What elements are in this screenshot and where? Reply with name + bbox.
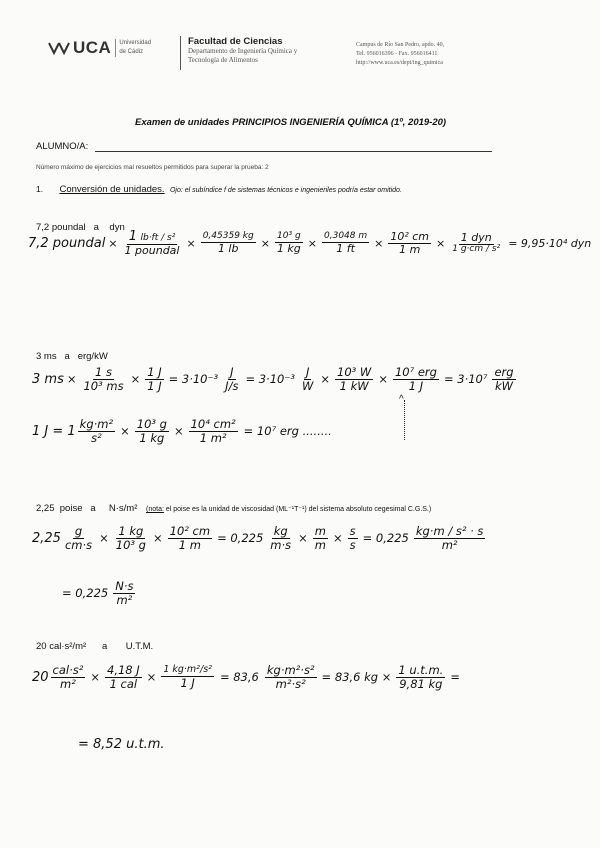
p2-aux-result: = 10⁷ erg ........ (243, 424, 332, 439)
logo-sub-1: Universidad (119, 40, 152, 46)
p1-factor-3: $\frac{\text{10³ g}}{1 kg}$ (276, 231, 301, 256)
p2-factor-2: $\frac{1 J}{1 J}$ (147, 365, 162, 393)
section-number: 1. (36, 184, 44, 194)
uca-logo-icon (48, 41, 70, 55)
problem-3-work: 2,25 $\frac{g}{cm\cdot s}$ × $\frac{1 kg}{\text{10³ g}}$ × $\frac{\text{10² cm}}{1 m}$ = 0,225 $\frac{kg}{m\cdot s}$ × $\frac{m}{m}$ × $\frac{s}{s}$ = 0,225 $\frac{\text{kg·m / s² · s}}{\text{m²}}$ (32, 524, 484, 552)
p2-factor-3: $\frac{J}{J/s}$ (225, 365, 239, 393)
p2-aux-factor-3: $\frac{\text{10⁴ cm²}}{\text{1 m²}}$ (190, 417, 236, 445)
p2-factor-4: $\frac{J}{W}$ (302, 365, 314, 393)
p2-aux-start: 1 J = 1 (32, 423, 76, 439)
p4-start: 20 (32, 669, 49, 685)
p3-factor-4: $\frac{m}{m}$ (314, 524, 326, 552)
exam-title: Examen de unidades PRINCIPIOS INGENIERÍA QUÍMICA (1º, 2019-20) (135, 117, 447, 128)
p3-factor-5: $\frac{s}{s}$ (349, 524, 356, 552)
university-logo (48, 38, 151, 58)
p1-factor-4: $\frac{0,3048 m}{1 ft}$ (324, 231, 368, 256)
p3-line2-unit: $\frac{N\cdot s}{\text{m²}}$ (115, 579, 134, 607)
p2-dotted-connector (404, 400, 405, 440)
p2-mid-1: = 3·10⁻³ (168, 372, 219, 387)
p3-factor-3: $\frac{kg}{m\cdot s}$ (270, 524, 292, 552)
department-2: Tecnología de Alimentos (188, 56, 258, 64)
problem-2-work: 3 ms × $\frac{1 s}{\text{10³ ms}}$ × $\frac{1 J}{1 J}$ = 3·10⁻³ $\frac{J}{J/s}$ = 3·10⁻³ $\frac{J}{W}$ × $\frac{\text{10³ W}}{1 kW}$ × $\frac{\text{10⁷ erg}}{1 J}$ = 3·10⁷ $\frac{\text{erg}}{kW}$ (32, 365, 514, 393)
p4-factor-3: $\frac{\text{kg·m²·s²}}{\text{m²·s²}}$ (266, 663, 315, 691)
faculty-name: Facultad de Ciencias (188, 36, 283, 47)
p1-factor-6: $\frac{\text{1 dyn}}{\text{1 g·cm / s²}}$ (452, 231, 501, 255)
p1-start: 7,2 poundal (28, 236, 106, 252)
p2-factor-1: $\frac{1 s}{\text{10³ ms}}$ (83, 365, 124, 393)
p2-result-coef: = 3·10⁷ (443, 372, 488, 387)
p3-factor-6: $\frac{\text{kg·m / s² · s}}{\text{m²}}$ (415, 524, 484, 552)
address-1: Campus de Río San Pedro, apdo. 40, (356, 42, 445, 48)
faculty-block (180, 36, 297, 70)
p2-arrow-icon: ^ (399, 394, 404, 405)
problem-3-note: (nota: el poise es la unidad de viscosidad (ML⁻¹T⁻¹) del sistema absoluto cegesimal C.G.S.) (146, 506, 432, 513)
p1-factor-1: $\frac{\text{1 lb·ft / s²}}{\text{1 poundal}}$ (124, 229, 180, 258)
p3-mid-1: = 0,225 (217, 531, 264, 546)
p3-factor-2: $\frac{\text{10² cm}}{1 m}$ (169, 524, 211, 552)
section-note: Ojo: el subíndice f de sistemas técnicos e ingenieriles podría estar omitido. (169, 187, 402, 194)
p3-start: 2,25 (32, 530, 61, 546)
problem-1-work: 7,2 poundal × $\frac{\text{1 lb·ft / s²}}{\text{1 poundal}}$ × $\frac{0,45359 kg}{1 lb}$ × $\frac{\text{10³ g}}{1 kg}$ × $\frac{0,3048 m}{1 ft}$ × $\frac{\text{10² cm}}{1 m}$ × $\frac{\text{1 dyn}}{\text{1 g·cm / s²}}$ = 9,95·10⁴ dyn (28, 229, 592, 258)
p4-factor-1: $\frac{4,18 J}{\text{1 cal}}$ (107, 663, 140, 691)
department-1: Departamento de Ingeniería Química y (188, 47, 298, 55)
p3-line2-coef: = 0,225 (62, 586, 109, 601)
student-name-field[interactable] (95, 150, 492, 152)
p2-start: 3 ms (32, 371, 64, 387)
p3-mid-2: = 0,225 (362, 531, 409, 546)
problem-4-prompt: 20 cal·s²/m² a U.T.M. (36, 641, 154, 652)
p4-factor-4: $\frac{1 u.t.m.}{9,81 kg}$ (398, 663, 444, 691)
address-3: http://www.uca.es/dept/ing_quimica (356, 60, 443, 66)
problem-2-aux-work: 1 J = 1 $\frac{\text{kg·m²}}{\text{s²}}$ × $\frac{\text{10³ g}}{1 kg}$ × $\frac{\text{10⁴ cm²}}{\text{1 m²}}$ = 10⁷ erg ........ (32, 417, 332, 445)
max-errors-note: Número máximo de ejercicios mal resueltos permitidos para superar la prueba: 2 (36, 164, 269, 171)
p2-factor-5: $\frac{\text{10³ W}}{1 kW}$ (337, 365, 372, 393)
p1-factor-2: $\frac{0,45359 kg}{1 lb}$ (202, 231, 254, 256)
p2-result-unit: $\frac{\text{erg}}{kW}$ (494, 365, 514, 393)
section-heading (36, 184, 402, 195)
p1-result: = 9,95·10⁴ dyn (508, 237, 592, 251)
p2-aux-factor-2: $\frac{\text{10³ g}}{1 kg}$ (136, 417, 167, 445)
logo-text: UCA (73, 38, 112, 57)
address-block (356, 41, 444, 68)
p4-mid-2: = 83,6 kg × (321, 670, 392, 685)
p4-mid-1: = 83,6 (219, 670, 259, 685)
problem-3-prompt: 2,25 poise a N·s/m² (nota: el poise es la unidad de viscosidad (ML⁻¹T⁻¹) del sistema absoluto cegesimal C.G.S.) (36, 503, 432, 514)
student-label: ALUMNO/A: (36, 141, 89, 152)
p4-factor-2: $\frac{\text{1 kg·m²/s²}}{1 J}$ (163, 664, 212, 690)
p2-mid-2: = 3·10⁻³ (245, 372, 296, 387)
logo-sub-2: de Cádiz (119, 49, 144, 55)
problem-3-line-2 (62, 580, 137, 606)
p1-factor-5: $\frac{\text{10² cm}}{1 m}$ (390, 230, 430, 257)
p3-factor-0: $\frac{g}{cm\cdot s}$ (64, 524, 93, 552)
problem-1-prompt: 7,2 poundal a dyn (36, 222, 125, 233)
problem-2-prompt: 3 ms a erg/kW (36, 351, 108, 362)
p3-factor-1: $\frac{1 kg}{\text{10³ g}}$ (115, 524, 146, 552)
problem-4-work: 20 $\frac{\text{cal·s²}}{\text{m²}}$ × $\frac{4,18 J}{\text{1 cal}}$ × $\frac{\text{1 kg·m²/s²}}{1 J}$ = 83,6 $\frac{\text{kg·m²·s²}}{\text{m²·s²}}$ = 83,6 kg × $\frac{1 u.t.m.}{9,81 kg}$ = (32, 663, 460, 691)
p2-factor-6: $\frac{\text{10⁷ erg}}{1 J}$ (394, 365, 437, 393)
p4-factor-0: $\frac{\text{cal·s²}}{\text{m²}}$ (52, 663, 84, 691)
section-title: Conversión de unidades. (59, 184, 165, 195)
p4-line-2: = 8,52 u.t.m. (78, 737, 165, 752)
p2-aux-factor-1: $\frac{\text{kg·m²}}{\text{s²}}$ (79, 417, 114, 445)
address-2: Tel. 956016396 - Fax. 956016411 (356, 51, 438, 57)
